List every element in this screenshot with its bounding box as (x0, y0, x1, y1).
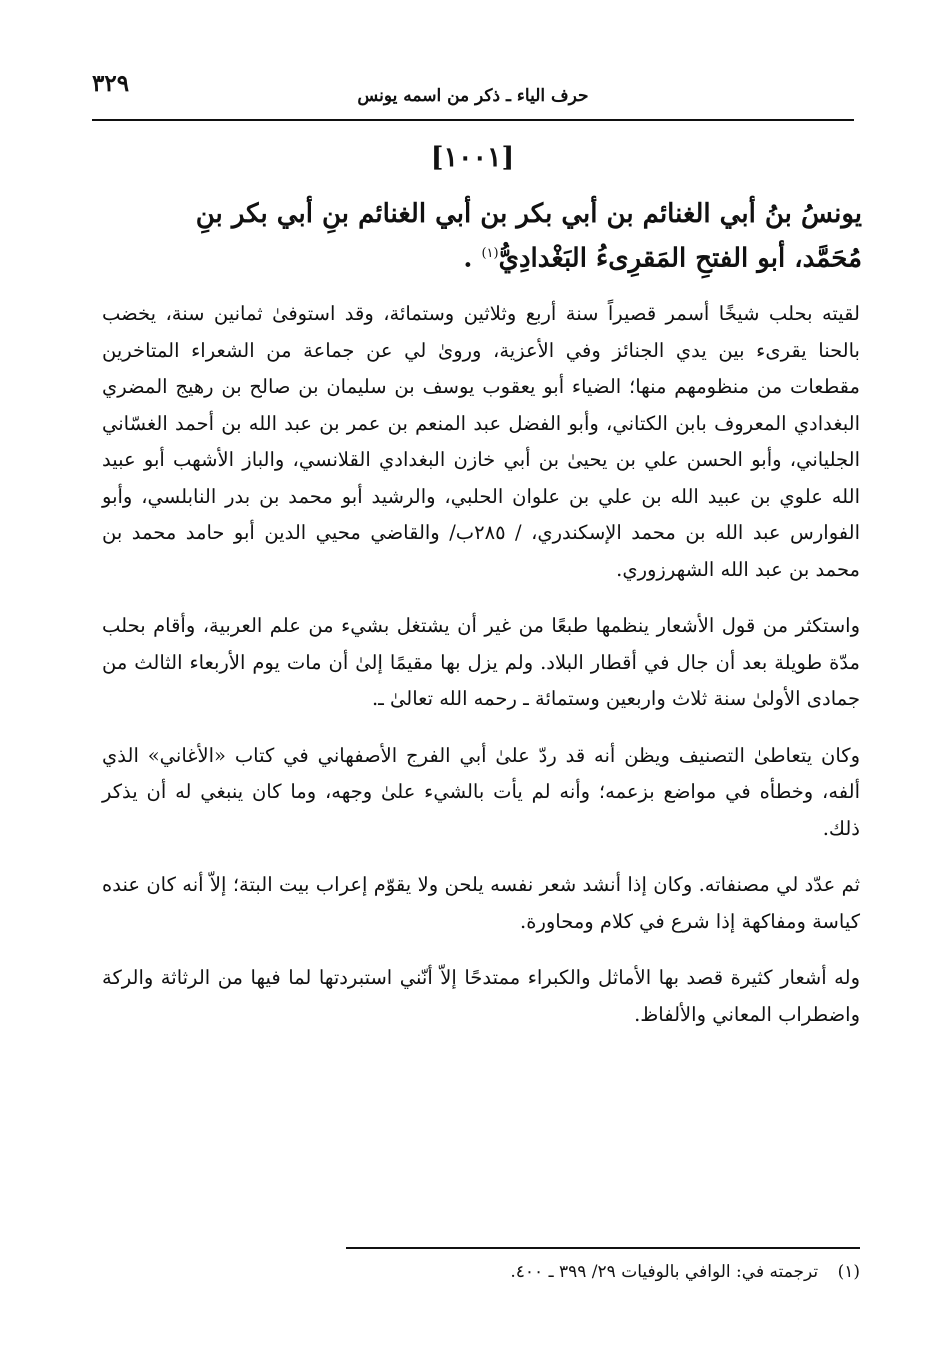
footnote (346, 1262, 860, 1282)
footnote-reference: (١) (481, 246, 499, 261)
paragraph-4: ثم عدّد لي مصنفاته. وكان إذا أنشد شعر نفسه يلحن ولا يقوّم إعراب بيت البتة؛ إلاّ أنه كان عنده كياسة ومفاكهة إذا شرع في كلام ومحاورة. (102, 873, 860, 933)
footnote-number: (١) (837, 1262, 860, 1282)
footnote-text: ترجمته في: الوافي بالوفيات ٢٩/ ٣٩٩ ـ ٤٠٠. (510, 1262, 819, 1282)
paragraph-3: وكان يتعاطىٰ التصنيف ويظن أنه قد ردّ علىٰ أبي الفرج الأصفهاني في كتاب «الأغاني» الذي ألفه، وخطأه في مواضع بزعمه؛ وأنه لم يأت بالشيء علىٰ وجهه، وما كان ينبغي له أن يذكر ذلك. (102, 743, 860, 840)
entry-number: [١٠٠١] (430, 142, 515, 173)
paragraph-2: واستكثر من قول الأشعار ينظمها طبعًا من غير أن يشتغل بشيء من علم العربية، وأقام بحلب مدّة طويلة بعد أن جال في أقطار البلاد. ولم يزل بها مقيمًا إلىٰ أن مات يوم الأربعاء الثالث من جمادى الأولىٰ سنة ثلاث واربعين وستمائة ـ رحمه الله تعالىٰ ـ. (102, 614, 860, 710)
entry-title (150, 194, 862, 279)
paragraph-1: لقيته بحلب شيخًا أسمر قصيراً سنة أربع وثلاثين وستمائة، وقد استوفىٰ ثمانين سنة، يخضب بالحنا يقرىء بين يدي الجنائز وفي الأعزية، وروىٰ لي عن جماعة من الشعراء المتاخرين مقطعات من منظومهم منها؛ الضياء أبو يعقوب يوسف بن سليمان بن صالح بن رهيج المضري البغدادي المعروف بابن الكتاني، وأبو الفضل عبد المنعم بن عمر بن عبد الله بن أحمد الغسّاني الجلياني، وأبو الحسن علي بن يحيىٰ بن أبي خازن البغدادي القلانسي، والباز الأشهب أبو عبيد الله علوي بن عبيد الله بن علي بن علوان الحلبي، والرشيد أبو محمد بن بدر النابلسي، وأبو الفوارس عبد الله بن محمد الإسكندري، / ٢٨٥ب/ والقاضي محيي الدين أبو حامد محمد بن محمد بن عبد الله الشهرزوري. (102, 302, 860, 581)
running-head: حرف الياء ـ ذكر من اسمه يونس (357, 86, 589, 106)
page-number: ٣٢٩ (92, 70, 130, 97)
footnote-divider (346, 1247, 860, 1249)
header-divider (92, 119, 854, 121)
entry-title-line-1: يونسُ بنُ أبي الغنائم بن أبي بكر بن أبي الغنائم بنِ أبي بكر بنِ (195, 199, 862, 229)
entry-title-end: . (463, 243, 473, 274)
entry-title-name: مُحَمَّد، أبو الفتحِ المَقرِىءُ البَغْدادِيُّ (498, 243, 862, 274)
page-header (92, 66, 854, 116)
body-text (102, 296, 860, 1053)
entry-title-line-2 (150, 234, 862, 279)
paragraph-5: وله أشعار كثيرة قصد بها الأماثل والكبراء ممتدحًا إلاّ أنّني استبردتها لما فيها من الرثاثة والركة واضطراب المعاني والألفاظ. (102, 966, 860, 1026)
